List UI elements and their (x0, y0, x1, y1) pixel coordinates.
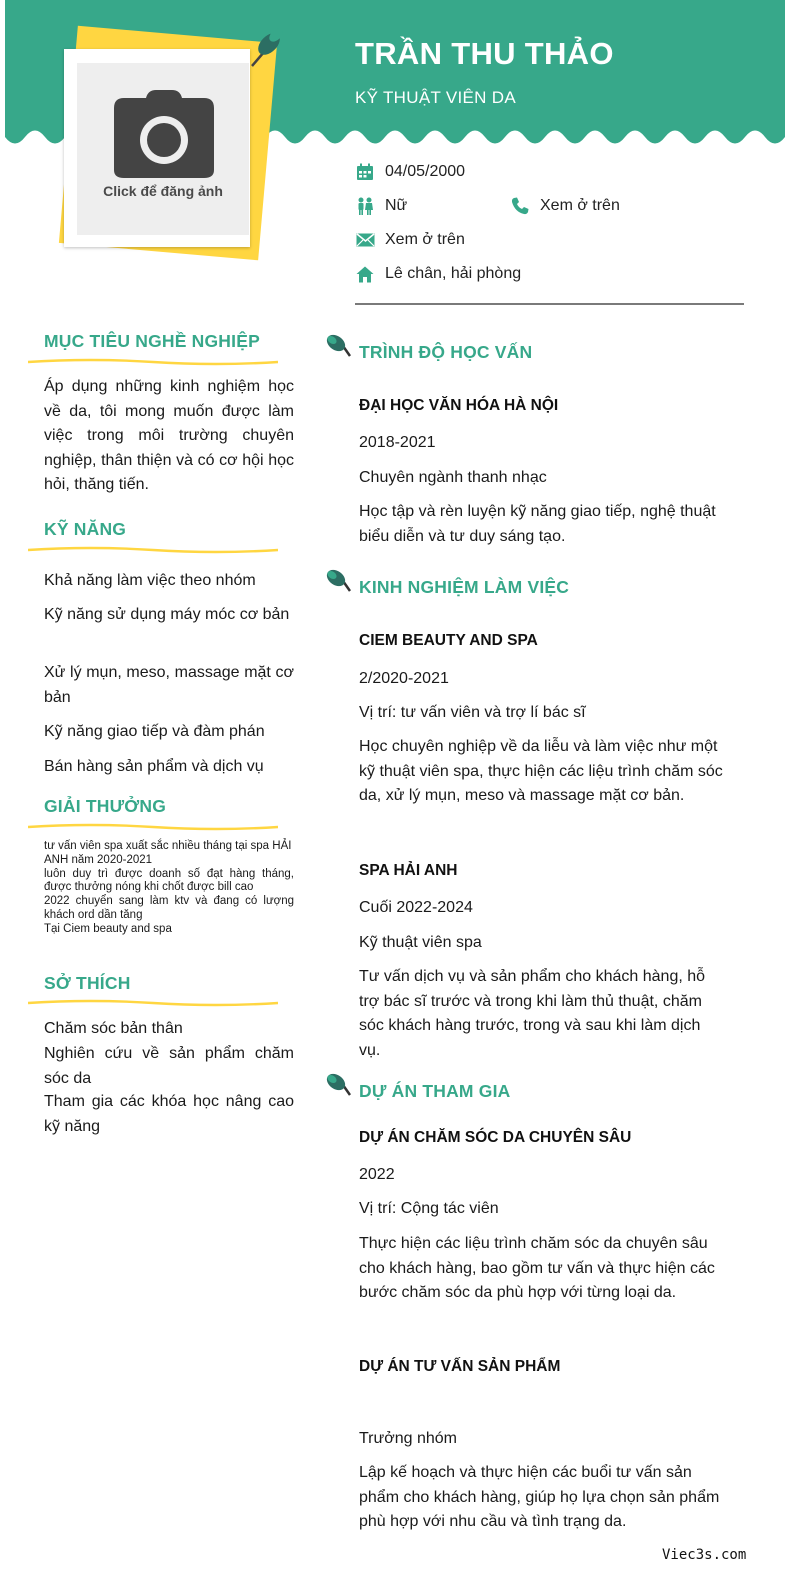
education-desc: Học tập và rèn luyện kỹ năng giao tiếp, nghệ thuật biểu diễn và tư duy sáng tạo. (359, 503, 716, 545)
section-underline (28, 822, 278, 832)
phone-icon (510, 196, 530, 216)
job-role: Vị trí: tư vấn viên và trợ lí bác sĩ (359, 704, 586, 721)
pushpin-icon (325, 332, 351, 360)
photo-caption: Click để đăng ảnh (103, 183, 223, 199)
hobby-item: Tham gia các khóa học nâng cao kỹ năng (44, 1093, 294, 1135)
camera-icon (112, 88, 216, 180)
award-line: tư vấn viên spa xuất sắc nhiều tháng tại spa HẢI (44, 840, 292, 852)
awards-text (44, 840, 294, 937)
brand-watermark: Viec3s.com (662, 1547, 747, 1563)
skill-item: Bán hàng sản phẩm và dịch vụ (44, 758, 264, 775)
hobbies-title: SỞ THÍCH (44, 973, 131, 993)
hobby-item: Chăm sóc bản thân (44, 1020, 183, 1037)
email-value[interactable]: Xem ở trên (385, 231, 465, 248)
contact-email (355, 230, 465, 250)
experience-title: KINH NGHIỆM LÀM VIỆC (359, 577, 570, 597)
award-line: ANH năm 2020-2021 (44, 853, 153, 866)
education-title: TRÌNH ĐỘ HỌC VẤN (359, 342, 533, 362)
company-name: CIEM BEAUTY AND SPA (359, 632, 538, 649)
job-period: 2/2020-2021 (359, 670, 449, 687)
projects-title: DỰ ÁN THAM GIA (359, 1081, 511, 1101)
pushpin-icon (246, 22, 286, 70)
award-line: 2022 chuyển sang làm ktv và đang có lượng khách ord dần tăng (44, 895, 294, 921)
envelope-icon (355, 230, 375, 250)
school-name: ĐẠI HỌC VĂN HÓA HÀ NỘI (359, 397, 559, 414)
project-name: DỰ ÁN CHĂM SÓC DA CHUYÊN SÂU (359, 1129, 632, 1146)
home-icon (355, 264, 375, 284)
contact-gender (355, 196, 407, 216)
award-line: Tại Ciem beauty and spa (44, 922, 172, 935)
project-desc: Thực hiện các liệu trình chăm sóc da chuyên sâu cho khách hàng, bao gồm tư vấn và thực hiện các bước chăm sóc da phù hợp với từng loại da. (359, 1235, 715, 1301)
skill-item: Xử lý mụn, meso, massage mặt cơ bản (44, 664, 294, 706)
phone-value[interactable]: Xem ở trên (540, 197, 620, 214)
hobby-item: Nghiên cứu về sản phẩm chăm sóc da (44, 1045, 294, 1087)
job-desc: Học chuyên nghiệp về da liễu và làm việc như một kỹ thuật viên spa, thực hiện các liệu trình chăm sóc da, xử lý mụn, meso và massage mặt cơ bản. (359, 738, 723, 804)
project-role: Trưởng nhóm (359, 1430, 457, 1447)
gender-value: Nữ (385, 197, 408, 214)
pushpin-icon (325, 1071, 351, 1099)
awards-title: GIẢI THƯỞNG (44, 796, 167, 816)
job-title: KỸ THUẬT VIÊN DA (355, 88, 516, 107)
calendar-icon (355, 162, 375, 182)
contact-phone (510, 196, 620, 216)
pushpin-icon (325, 567, 351, 595)
section-underline (28, 545, 278, 555)
candidate-name: TRẦN THU THẢO (355, 36, 614, 71)
job-desc: Tư vấn dịch vụ và sản phẩm cho khách hàng, hỗ trợ bác sĩ trước và trong khi làm thủ thuật, chăm sóc khách hàng trước, trong và sau khi làm dịch vụ. (359, 968, 706, 1059)
address-value: Lê chân, hải phòng (385, 265, 522, 282)
objective-text: Áp dụng những kinh nghiệm học về da, tôi mong muốn được làm việc trong môi trường chuyên nghiệp, thân thiện và có cơ hội học hỏi, thăng tiến. (44, 378, 294, 493)
skill-item: Khả năng làm việc theo nhóm (44, 572, 256, 589)
skill-item: Kỹ năng giao tiếp và đàm phán (44, 723, 265, 740)
birthday-value: 04/05/2000 (385, 163, 466, 180)
skills-title: KỸ NĂNG (44, 519, 127, 539)
contact-address (355, 264, 521, 284)
project-role: Vị trí: Cộng tác viên (359, 1200, 499, 1217)
photo-frame (64, 49, 250, 247)
job-role: Kỹ thuật viên spa (359, 934, 482, 951)
education-major: Chuyên ngành thanh nhạc (359, 469, 547, 486)
photo-area (50, 22, 290, 272)
gender-icon (355, 196, 375, 216)
award-line: luôn duy trì được doanh số đạt hàng tháng, được thưởng nóng khi chốt được bill cao (44, 867, 294, 894)
job-period: Cuối 2022-2024 (359, 899, 473, 916)
project-name: DỰ ÁN TƯ VẤN SẢN PHẨM (359, 1358, 561, 1375)
section-underline (28, 357, 278, 367)
company-name: SPA HẢI ANH (359, 862, 458, 879)
objective-title: MỤC TIÊU NGHỀ NGHIỆP (44, 331, 260, 351)
project-desc: Lập kế hoạch và thực hiện các buổi tư vấn sản phẩm cho khách hàng, giúp họ lựa chọn sản phẩm phù hợp với nhu cầu và tình trạng da. (359, 1464, 720, 1530)
section-underline (28, 998, 278, 1008)
header-divider (355, 303, 744, 305)
skill-item: Kỹ năng sử dụng máy móc cơ bản (44, 606, 290, 623)
project-period: 2022 (359, 1166, 395, 1183)
photo-upload[interactable] (77, 63, 249, 235)
education-period: 2018-2021 (359, 434, 436, 451)
contact-birthday (355, 162, 465, 182)
